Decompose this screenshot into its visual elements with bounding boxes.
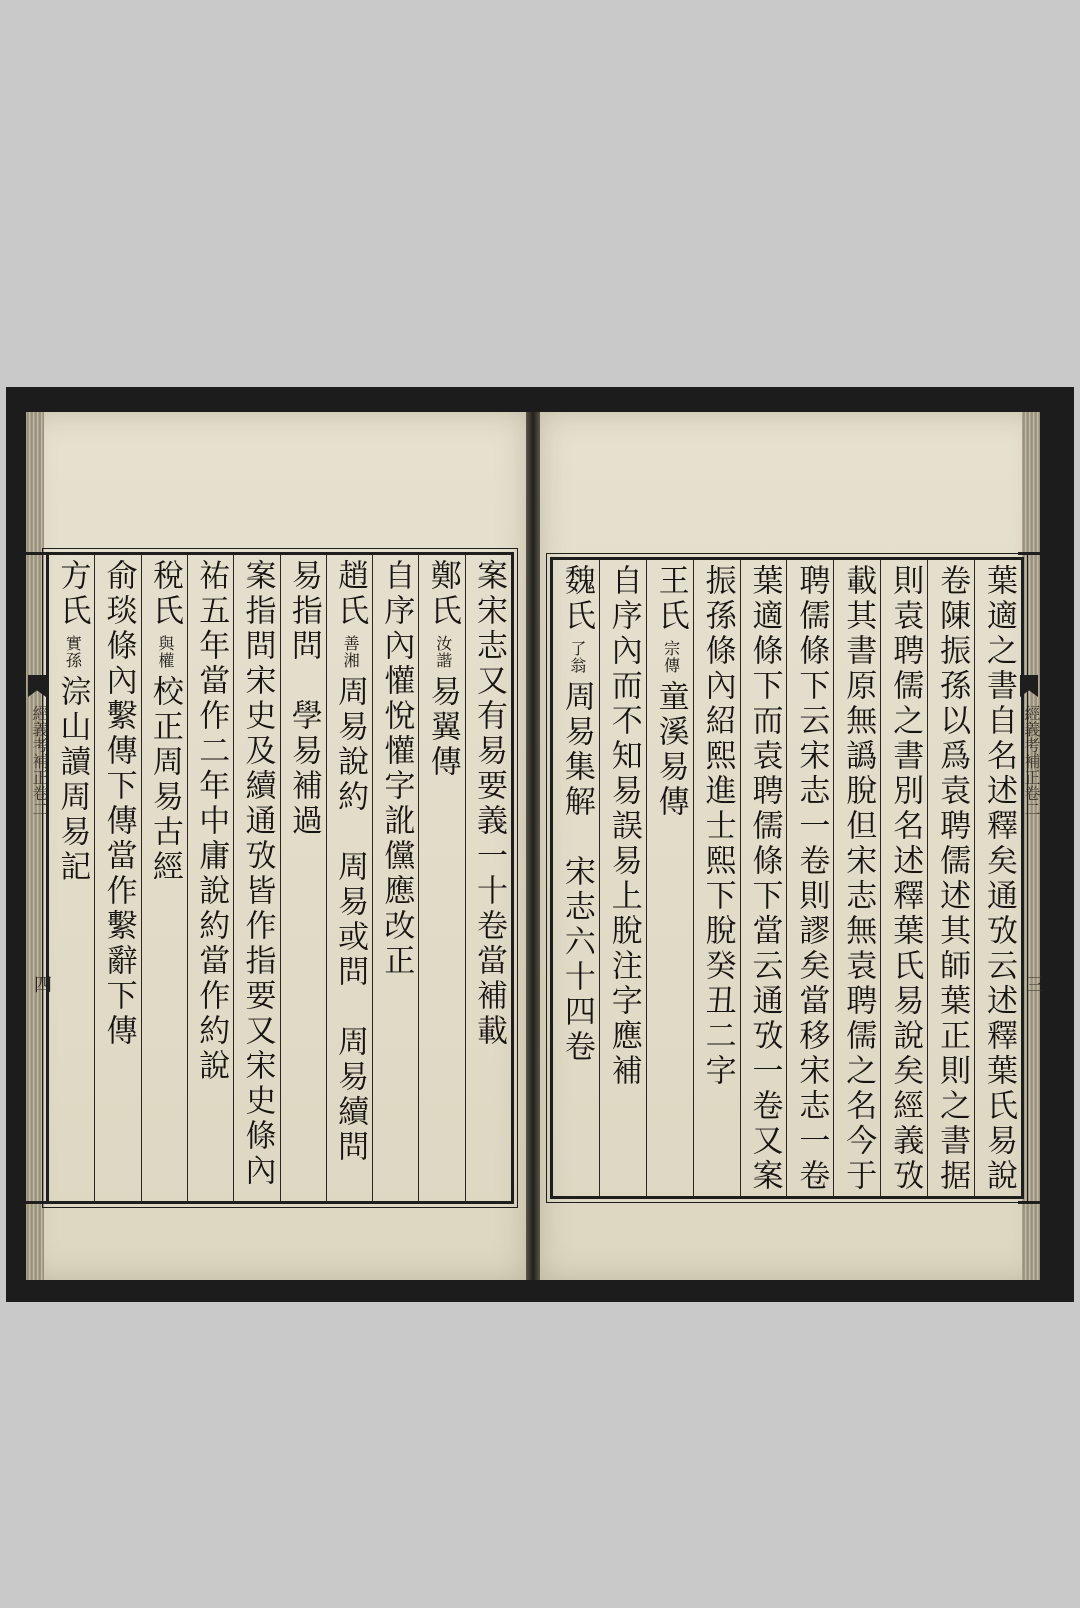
banxin-title: 經義考補正卷二	[30, 705, 49, 817]
left-text-frame	[46, 552, 514, 1204]
author-name: 方氏	[54, 559, 91, 629]
book-gutter	[526, 412, 540, 1280]
open-book	[26, 412, 1054, 1280]
author-given-name-note: 汝諧	[433, 629, 453, 676]
right-text-frame	[550, 557, 1024, 1199]
text-column	[833, 560, 880, 1196]
author-given-name-note: 宗傳	[661, 634, 681, 681]
left-columns	[49, 555, 511, 1201]
scan-background	[6, 387, 1074, 1302]
column-text: 祐五年當作二年中庸說約當作約說	[193, 559, 230, 1084]
text-column	[646, 560, 693, 1196]
text-column	[693, 560, 740, 1196]
fish-tail-mark	[28, 675, 46, 697]
text-column	[740, 560, 787, 1196]
text-column	[927, 560, 974, 1196]
column-text: 案宋志又有易要義一十卷當補載	[471, 559, 507, 1049]
left-banxin	[26, 552, 52, 1204]
column-text: 周易集解 宋志六十四卷	[558, 680, 595, 1066]
right-page	[540, 412, 1044, 1280]
text-column	[465, 555, 511, 1201]
column-text: 載其書原無譌脫但宋志無袁聘儒之名今于	[840, 564, 877, 1194]
column-text: 易指問 學易補過	[285, 559, 322, 839]
column-text: 葉適條下而袁聘儒條下當云通攷一卷又案	[746, 564, 783, 1194]
author-given-name-note: 實孫	[63, 629, 83, 676]
text-column	[49, 555, 94, 1201]
author-given-name-note: 與權	[155, 629, 175, 676]
left-page	[26, 412, 526, 1280]
column-text: 振孫條內紹熙進士熙下脫癸丑二字	[699, 564, 736, 1089]
text-column	[974, 560, 1021, 1196]
column-text: 自序內懽悅懽字訛儻應改正	[378, 559, 415, 979]
column-text: 卷陳振孫以爲袁聘儒述其師葉正則之書据	[934, 564, 971, 1194]
text-column	[187, 555, 233, 1201]
text-column	[94, 555, 140, 1201]
banxin-title: 經義考補正卷二	[1022, 705, 1041, 817]
column-text: 校正周易古經	[146, 675, 183, 886]
text-column	[372, 555, 418, 1201]
author-given-name-note: 了翁	[567, 634, 587, 681]
author-name: 魏氏	[558, 564, 595, 634]
column-text: 易翼傳	[424, 675, 461, 781]
author-given-name-note: 善湘	[341, 629, 361, 676]
column-text: 聘儒條下云宋志一卷則謬矣當移宋志一卷	[793, 564, 830, 1194]
column-text: 案指問宋史及續通攷皆作指要又宋史條內	[239, 559, 276, 1189]
author-name: 王氏	[652, 564, 689, 634]
column-text: 周易說約 周易或問 周易續問	[332, 675, 369, 1166]
column-text: 淙山讀周易記	[54, 675, 91, 886]
text-column	[233, 555, 279, 1201]
text-column	[141, 555, 187, 1201]
column-text: 自序內而不知易誤易上脫注字應補	[605, 564, 642, 1089]
author-name: 稅氏	[146, 559, 183, 629]
right-columns	[553, 560, 1021, 1196]
column-text: 童溪易傳	[652, 680, 689, 821]
text-column	[786, 560, 833, 1196]
column-text: 則袁聘儒之書別名述釋葉氏易說矣經義攷	[887, 564, 924, 1194]
column-text: 俞琰條內繫傳下傳當作繫辭下傳	[100, 559, 137, 1049]
text-column	[599, 560, 646, 1196]
page-number: 四	[31, 975, 52, 993]
text-column	[418, 555, 464, 1201]
text-column	[880, 560, 927, 1196]
page-number: 三	[1023, 975, 1044, 993]
text-column	[326, 555, 372, 1201]
author-name: 鄭氏	[424, 559, 461, 629]
text-column	[553, 560, 599, 1196]
column-text: 葉適之書自名述釋矣通攷云述釋葉氏易說	[981, 564, 1017, 1194]
text-column	[280, 555, 326, 1201]
author-name: 趙氏	[332, 559, 369, 629]
